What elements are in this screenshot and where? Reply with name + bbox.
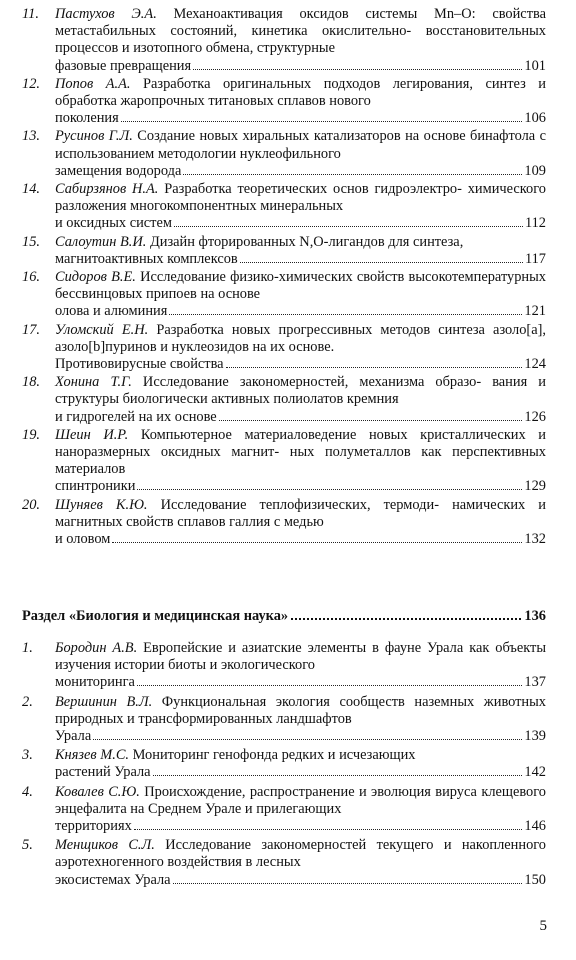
entry-author: Бородин А.В.	[55, 640, 138, 656]
entry-title-end: Противовирусные свойства	[55, 356, 224, 373]
entry-last-line	[55, 110, 546, 127]
entry-title-line: Европейские и азиатские элементы в фауне Урала	[143, 640, 464, 656]
entry-page: 109	[524, 162, 546, 179]
toc-entry	[22, 640, 546, 692]
entry-last-line	[55, 356, 546, 373]
leader-dots	[226, 367, 523, 368]
entry-title-line: Происхождение, распространение и эволюция	[144, 783, 431, 800]
entry-title-end: экосистемах Урала	[55, 871, 171, 888]
entry-title-end: Урала	[55, 728, 92, 745]
entry-page: 137	[524, 674, 546, 691]
entry-title-line: Разработка теоретических основ гидроэлектро-	[164, 181, 462, 198]
entry-title-line: высокотемпературных бессвинцовых припоев на основе	[55, 269, 546, 303]
section-heading-title: Раздел «Биология и медицинская наука»	[22, 608, 289, 624]
entry-page: 132	[524, 531, 546, 548]
entry-author: Сабирзянов Н.А.	[55, 181, 159, 198]
entry-author: Вершинин В.Л.	[55, 693, 153, 710]
toc-entry	[22, 694, 546, 746]
leader-dots	[219, 420, 523, 421]
entry-last-line	[55, 478, 546, 495]
entry-title-end: мониторинга	[55, 674, 135, 691]
entry-title-line: Исследование закономерностей, механизма образо-	[142, 374, 482, 391]
entry-number: 20.	[22, 496, 40, 513]
entry-title-end: замещения водорода	[55, 162, 182, 179]
entry-number: 15.	[22, 233, 40, 250]
toc-entry	[22, 837, 546, 889]
entry-number: 3.	[22, 747, 33, 764]
entry-title-end: магнитоактивных комплексов	[55, 250, 238, 267]
page-number: 5	[539, 918, 547, 934]
entry-number: 2.	[22, 693, 33, 710]
entry-title-line: как объекты изучения истории биоты и экологического	[55, 640, 547, 674]
toc-entry	[22, 784, 546, 836]
leader-dots	[134, 829, 523, 830]
entry-page: 142	[524, 764, 546, 781]
entry-title-line: вируса клещевого энцефалита на Среднем Урале и прилегающих	[55, 783, 546, 817]
entry-number: 17.	[22, 321, 40, 338]
leader-dots	[240, 262, 523, 263]
entry-title-end: фазовые превращения	[55, 57, 192, 74]
toc-entry	[22, 427, 546, 496]
entry-title-line: кристаллических и наноразмерных оксидных магнит-	[55, 426, 546, 461]
entry-page: 117	[524, 250, 546, 267]
entry-title-end: поколения	[55, 110, 119, 127]
entry-title-end: спинтроники	[55, 478, 136, 495]
entry-title-line: химического разложения многокомпонентных минеральных	[55, 181, 546, 215]
entry-page: 124	[524, 356, 546, 373]
entry-number: 4.	[22, 783, 33, 800]
entry-title-line: Функциональная экология сообществ наземных	[161, 693, 475, 710]
entry-last-line	[55, 764, 546, 781]
entry-title-line: ных полуметаллов как перспективных материалов	[55, 444, 546, 478]
entry-last-line	[55, 674, 546, 691]
entry-title-end: территориях	[55, 818, 132, 835]
entry-page: 126	[524, 408, 546, 425]
entry-title-end: и оксидных систем	[55, 215, 172, 232]
toc-entry	[22, 128, 546, 180]
entry-title-line: Исследование теплофизических, термоди-	[160, 496, 439, 513]
entry-last-line	[55, 531, 546, 548]
entry-title-line: восстановительных процессов и изотопного обмена, структурные	[55, 23, 546, 57]
entry-title-line: бинафтола с использованием методологии нуклеофильного	[55, 128, 546, 162]
toc-entry	[22, 234, 546, 268]
toc-entry	[22, 374, 546, 426]
entry-title-line: Разработка новых прогрессивных методов	[156, 321, 431, 338]
toc-entry	[22, 181, 546, 233]
leader-dots	[174, 226, 523, 227]
entry-number: 12.	[22, 75, 40, 92]
leader-dots	[153, 775, 523, 776]
leader-dots	[173, 883, 523, 884]
entry-author: Менщиков С.Л.	[55, 837, 155, 854]
entry-title-line: синтеза азоло[a], азоло[b]пуринов и нуклеозидов на их основе.	[55, 321, 546, 355]
entry-last-line	[55, 728, 546, 745]
entry-last-line	[55, 163, 546, 180]
entry-page: 150	[524, 871, 546, 888]
entry-author: Ковалев С.Ю.	[55, 783, 140, 800]
entry-author: Шуняев К.Ю.	[55, 496, 148, 513]
entry-page: 101	[524, 57, 546, 74]
entry-author: Пастухов Э.А.	[55, 6, 157, 22]
entry-author: Салоутин В.И.	[55, 233, 147, 250]
entry-title-line: вания и структуры биологически активных полиолатов кремния	[55, 374, 546, 408]
entry-page: 106	[524, 110, 546, 127]
entry-author: Хонина Т.Г.	[55, 374, 132, 391]
entry-page: 112	[524, 215, 546, 232]
entry-author: Попов А.А.	[55, 75, 131, 92]
section-heading-page: 136	[524, 608, 546, 624]
leader-dots	[121, 121, 523, 122]
entry-author: Русинов Г.Л.	[55, 128, 133, 145]
entry-number: 1.	[22, 640, 33, 656]
entry-title-line: синтез и обработка жаропрочных титановых сплавов нового	[55, 75, 546, 110]
toc-entry	[22, 322, 546, 374]
entry-page: 121	[524, 303, 546, 320]
leader-dots	[169, 314, 522, 315]
toc-entry	[22, 497, 546, 549]
leader-dots	[193, 69, 522, 70]
leader-dots	[137, 489, 522, 490]
entry-title-line: свойства метастабильных состояний, кинетика окислительно-	[55, 6, 546, 40]
entry-title-line: животных природных и трансформированных ландшафтов	[55, 693, 546, 727]
entry-page: 146	[524, 818, 546, 835]
entry-title-line: Дизайн фторированных N,O-лигандов для синтеза,	[149, 233, 464, 250]
toc-list-chemistry	[22, 6, 546, 549]
entry-last-line	[55, 818, 546, 835]
leader-dots	[137, 685, 523, 686]
toc-entry	[22, 269, 546, 321]
toc-entry	[22, 747, 546, 781]
entry-page: 139	[524, 728, 546, 745]
entry-title-end: и гидрогелей на их основе	[55, 408, 217, 425]
entry-number: 5.	[22, 837, 33, 854]
entry-last-line	[55, 409, 546, 426]
toc-entry	[22, 6, 546, 75]
entry-last-line	[55, 872, 546, 889]
entry-title-line: Мониторинг генофонда редких и исчезающих	[132, 747, 416, 764]
entry-number: 19.	[22, 426, 40, 443]
entry-author: Уломский Е.Н.	[55, 321, 149, 338]
entry-author: Князев М.С.	[55, 747, 130, 764]
leader-dots	[93, 739, 522, 740]
toc-list-biology	[22, 640, 546, 891]
entry-last-line	[55, 303, 546, 320]
entry-number: 14.	[22, 181, 40, 198]
entry-last-line	[55, 215, 546, 232]
entry-number: 18.	[22, 374, 40, 391]
entry-number: 13.	[22, 128, 40, 145]
entry-title-line: Компьютерное материаловедение новых	[140, 426, 408, 443]
leader-dots	[183, 174, 522, 175]
entry-title-end: растений Урала	[55, 764, 151, 781]
entry-title-line: Исследование закономерностей текущего	[165, 837, 434, 854]
entry-title-line: Исследование физико-химических свойств	[140, 269, 405, 286]
entry-number: 16.	[22, 269, 40, 286]
entry-title-end: и оловом	[55, 531, 111, 548]
leader-dots	[291, 618, 521, 620]
entry-number: 11.	[22, 6, 39, 22]
entry-page: 129	[524, 478, 546, 495]
entry-title-line: Разработка оригинальных подходов легирования,	[143, 75, 473, 92]
entry-title-line: и накопленного аэротехногенного воздействия в лесных	[55, 837, 546, 871]
toc-entry	[22, 76, 546, 128]
entry-title-line: намических и магнитных свойств сплавов галлия с медью	[55, 496, 547, 530]
entry-author: Сидоров В.Е.	[55, 269, 136, 286]
leader-dots	[112, 542, 522, 543]
entry-title-line: Механоактивация оксидов системы Mn–O:	[173, 6, 476, 22]
entry-last-line	[55, 58, 546, 75]
entry-title-end: олова и алюминия	[55, 303, 168, 320]
entry-author: Шеин И.Р.	[55, 426, 129, 443]
entry-title-line: Создание новых хиральных катализаторов на основе	[137, 128, 466, 145]
section-heading	[22, 608, 546, 625]
entry-last-line	[55, 251, 546, 268]
